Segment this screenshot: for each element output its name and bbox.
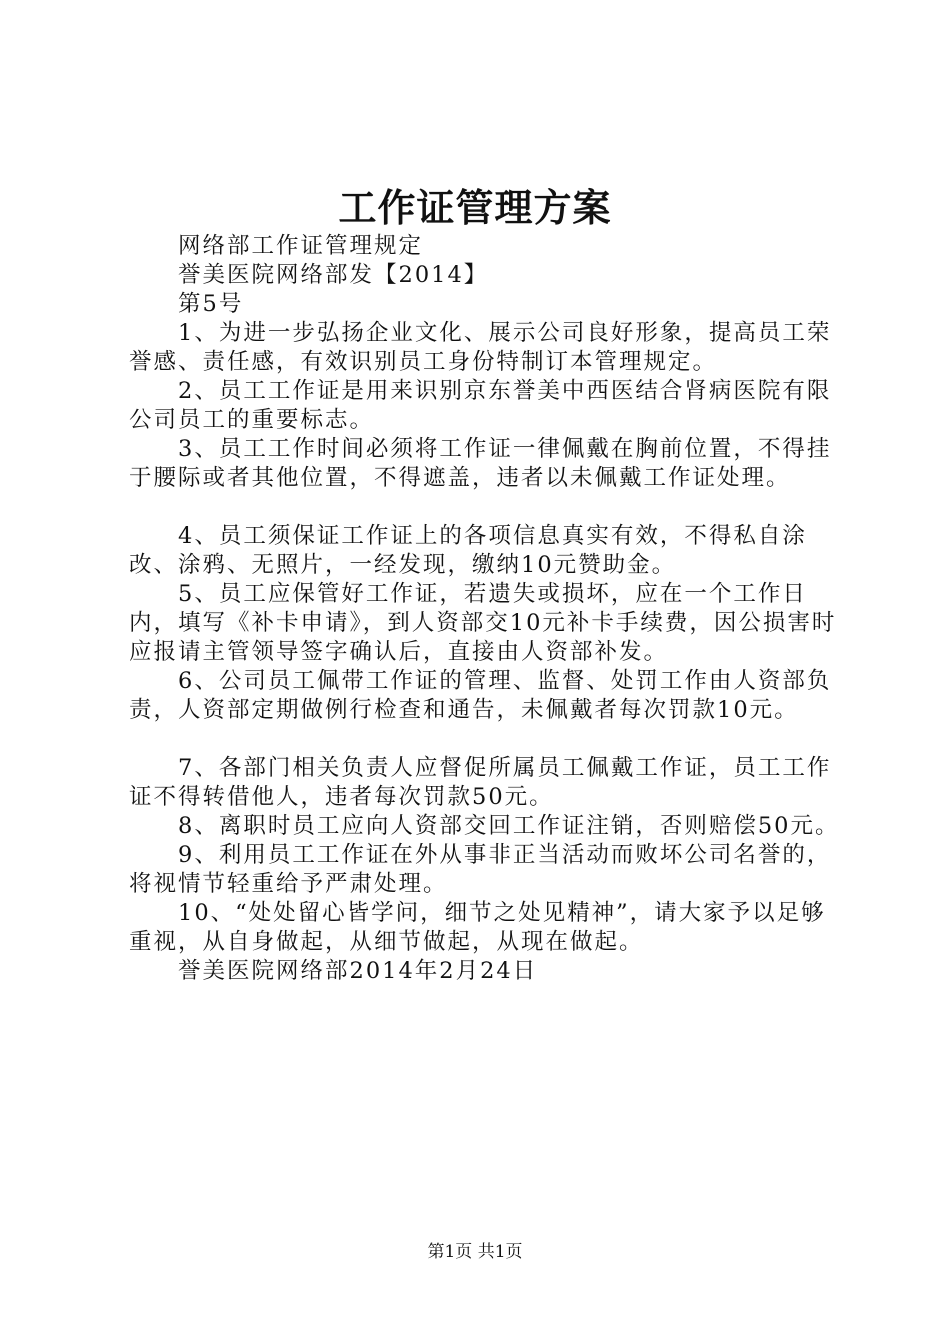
paragraph-item-1: 1、为进一步弘扬企业文化、展示公司良好形象，提高员工荣誉感、责任感，有效识别员工身份特制订本管理规定。	[129, 320, 832, 375]
page-title: 工作证管理方案	[338, 185, 612, 230]
paragraph-item-9: 9、利用员工工作证在外从事非正当活动而败坏公司名誉的，将视情节轻重给予严肃处理。	[129, 842, 832, 897]
paragraph-heading: 网络部工作证管理规定	[178, 233, 424, 259]
paragraph-item-5: 5、员工应保管好工作证，若遗失或损坏，应在一个工作日内，填写《补卡申请》，到人资部交10元补卡手续费，因公损害时应报请主管领导签字确认后，直接由人资部补发。	[129, 581, 837, 665]
paragraph-issuer: 誉美医院网络部发【2014】	[178, 262, 489, 288]
paragraph-signature-date: 誉美医院网络部2014年2月24日	[178, 958, 538, 984]
document-body	[129, 232, 849, 986]
paragraph-item-4: 4、员工须保证工作证上的各项信息真实有效，不得私自涂改、涂鸦、无照片，一经发现，缴纳10元赞助金。	[129, 523, 807, 578]
paragraph-item-10: 10、“处处留心皆学问，细节之处见精神”，请大家予以足够重视，从自身做起，从细节做起，从现在做起。	[129, 900, 826, 955]
paragraph-item-7: 7、各部门相关负责人应督促所属员工佩戴工作证，员工工作证不得转借他人，违者每次罚款50元。	[129, 755, 832, 810]
paragraph-item-6: 6、公司员工佩带工作证的管理、监督、处罚工作由人资部负责，人资部定期做例行检查和通告，未佩戴者每次罚款10元。	[129, 668, 832, 723]
paragraph-item-2: 2、员工工作证是用来识别京东誉美中西医结合肾病医院有限公司员工的重要标志。	[129, 378, 832, 433]
page-footer: 第1页 共1页	[427, 1242, 523, 1262]
paragraph-item-8: 8、离职时员工应向人资部交回工作证注销，否则赔偿50元。	[178, 813, 840, 839]
paragraph-item-3: 3、员工工作时间必须将工作证一律佩戴在胸前位置，不得挂于腰际或者其他位置，不得遮盖，违者以未佩戴工作证处理。	[129, 436, 832, 491]
paragraph-doc-number: 第5号	[178, 291, 244, 317]
